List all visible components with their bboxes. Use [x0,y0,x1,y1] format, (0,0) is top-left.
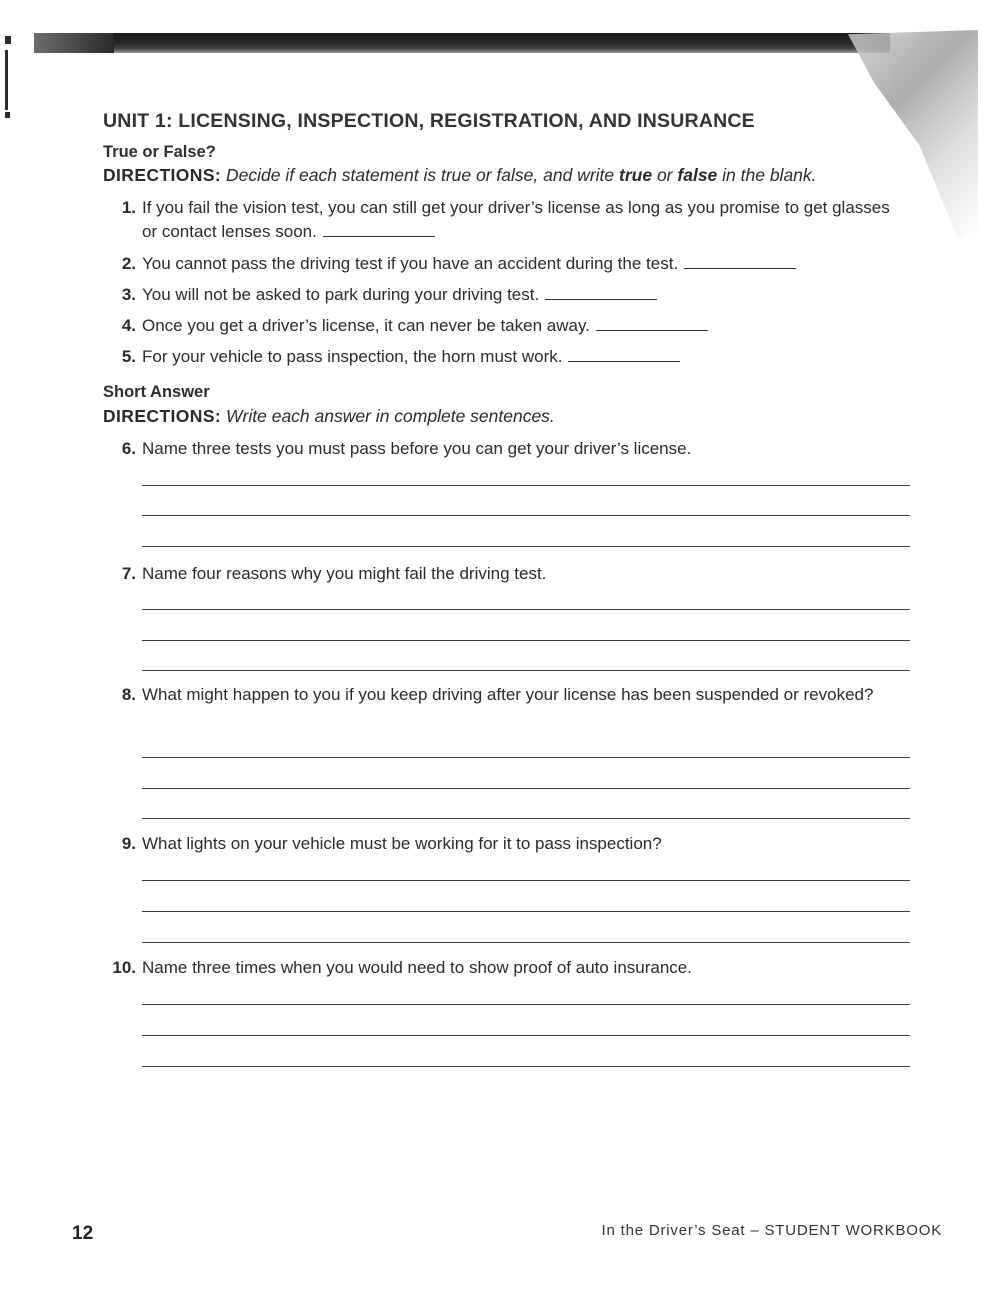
answer-line[interactable] [142,911,910,912]
question-number: 7. [121,564,136,583]
directions-word-false: false [677,165,718,185]
question-text: You will not be asked to park during your driving test. [142,285,540,304]
answer-line[interactable] [142,880,910,881]
question-number: 9. [121,834,136,853]
question-text: Name three tests you must pass before you can get your driver’s license. [142,439,692,458]
answer-line[interactable] [142,546,910,547]
directions-text-1: Decide if each statement is true or false, and write [226,165,615,185]
answer-line[interactable] [142,818,910,819]
question-text: If you fail the vision test, you can still get your driver’s license as long as you promise to get glasses or contact lenses soon. [142,198,890,241]
answer-line[interactable] [142,485,910,486]
question-text: Once you get a driver’s license, it can never be taken away. [142,316,590,335]
directions-word-or: or [656,165,673,185]
answer-line[interactable] [142,1035,910,1036]
directions-label: DIRECTIONS: [103,165,222,185]
answer-line[interactable] [142,1066,910,1067]
tf-question-5 [103,345,903,369]
answer-line[interactable] [142,640,910,641]
true-false-directions [103,165,817,186]
sa-question-8 [103,683,903,707]
page-number: 12 [72,1223,94,1244]
sa-question-10 [103,956,903,980]
tf-question-3 [103,283,903,307]
directions-text-2: in the blank. [722,165,817,185]
question-text: Name four reasons why you might fail the driving test. [142,564,547,583]
answer-line[interactable] [142,609,910,610]
question-number: 4. [121,316,136,335]
answer-line[interactable] [142,757,910,758]
question-number: 1. [121,198,136,217]
question-number: 6. [121,439,136,458]
question-number: 5. [121,347,136,366]
question-number: 2. [121,254,136,273]
answer-line[interactable] [142,515,910,516]
answer-line[interactable] [142,670,910,671]
tf-question-4 [103,314,903,338]
sa-question-9 [103,832,903,856]
directions-text: Write each answer in complete sentences. [226,406,555,426]
short-answer-heading: Short Answer [103,383,210,401]
book-title: In the Driver’s Seat – STUDENT WORKBOOK [601,1222,942,1239]
answer-blank[interactable] [684,254,796,269]
question-text: What might happen to you if you keep driving after your license has been suspended or revoked? [142,685,874,704]
answer-blank[interactable] [596,316,708,331]
true-false-heading: True or False? [103,143,216,161]
question-number: 3. [121,285,136,304]
directions-label: DIRECTIONS: [103,406,222,426]
sa-question-6 [103,437,903,461]
question-number: 10. [112,958,136,977]
question-text: Name three times when you would need to show proof of auto insurance. [142,958,692,977]
tf-question-2 [103,252,903,276]
question-text: What lights on your vehicle must be working for it to pass inspection? [142,834,662,853]
directions-word-true: true [619,165,653,185]
question-text: You cannot pass the driving test if you have an accident during the test. [142,254,679,273]
scan-edge-marks [5,36,11,120]
question-text: For your vehicle to pass inspection, the horn must work. [142,347,563,366]
tf-question-1 [103,196,893,244]
answer-blank[interactable] [323,222,435,237]
answer-line[interactable] [142,788,910,789]
sa-question-7 [103,562,903,586]
scan-top-bar [34,33,890,53]
scan-top-bar-speck [34,33,114,53]
answer-line[interactable] [142,942,910,943]
unit-title: UNIT 1: LICENSING, INSPECTION, REGISTRATION, AND INSURANCE [103,110,755,132]
question-number: 8. [121,685,136,704]
answer-blank[interactable] [545,285,657,300]
answer-blank[interactable] [568,347,680,362]
short-answer-directions [103,406,555,427]
answer-line[interactable] [142,1004,910,1005]
